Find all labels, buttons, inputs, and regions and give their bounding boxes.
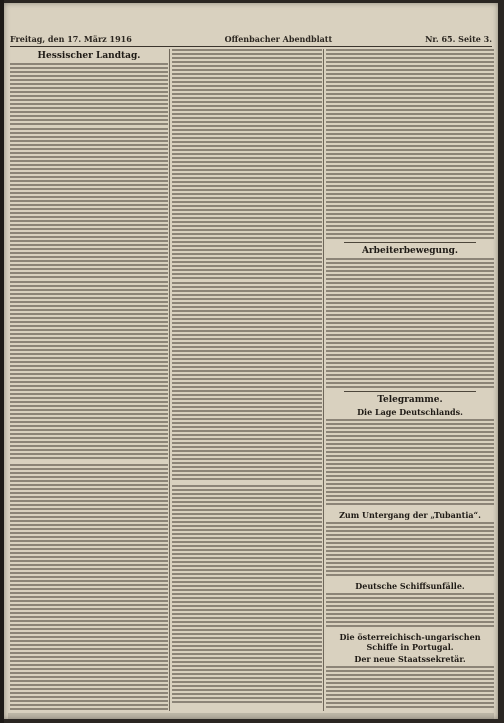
article-text-block	[326, 419, 494, 507]
header-issue-page: Nr. 65. Seite 3.	[425, 34, 492, 44]
section-separator	[344, 242, 476, 243]
article-text-block	[326, 522, 494, 578]
article-text-block	[326, 49, 494, 239]
article-text-block	[10, 128, 168, 278]
running-header	[10, 33, 492, 45]
header-rule	[10, 46, 492, 47]
subheading-staatssekretaer: Der neue Staatssekretär.	[354, 654, 466, 664]
subheading-lage-deutschlands: Die Lage Deutschlands.	[357, 407, 463, 417]
newspaper-page	[4, 3, 498, 719]
section-separator	[344, 391, 476, 392]
section-heading-arbeiterbewegung: Arbeiterbewegung.	[361, 246, 459, 256]
column-3	[326, 49, 494, 711]
article-title-landtag: Hessischer Landtag.	[37, 51, 141, 61]
subheading-schiffsunfaelle: Deutsche Schiffsunfälle.	[355, 581, 465, 591]
article-text-block	[172, 49, 322, 279]
header-date: Freitag, den 17. März 1916	[10, 34, 132, 44]
article-text-block	[10, 63, 168, 125]
article-text-block	[326, 666, 494, 710]
column-divider	[169, 49, 170, 711]
article-text-block	[10, 464, 168, 711]
article-text-block	[326, 258, 494, 388]
article-text-block	[326, 593, 494, 629]
header-paper-name: Offenbacher Abendblatt	[224, 34, 333, 44]
section-heading-telegramme: Telegramme.	[377, 395, 443, 405]
article-text-block	[172, 485, 322, 705]
column-divider	[323, 49, 324, 711]
subheading-portugal: Die österreichisch-ungarischen Schiffe in Portugal.	[339, 632, 481, 652]
article-text-block	[10, 281, 168, 461]
subheading-tubantia: Zum Untergang der „Tubantia“.	[339, 510, 481, 520]
column-2	[172, 49, 322, 711]
page-bottom-shadow	[8, 713, 494, 719]
column-1	[10, 49, 168, 711]
article-text-block	[172, 282, 322, 482]
